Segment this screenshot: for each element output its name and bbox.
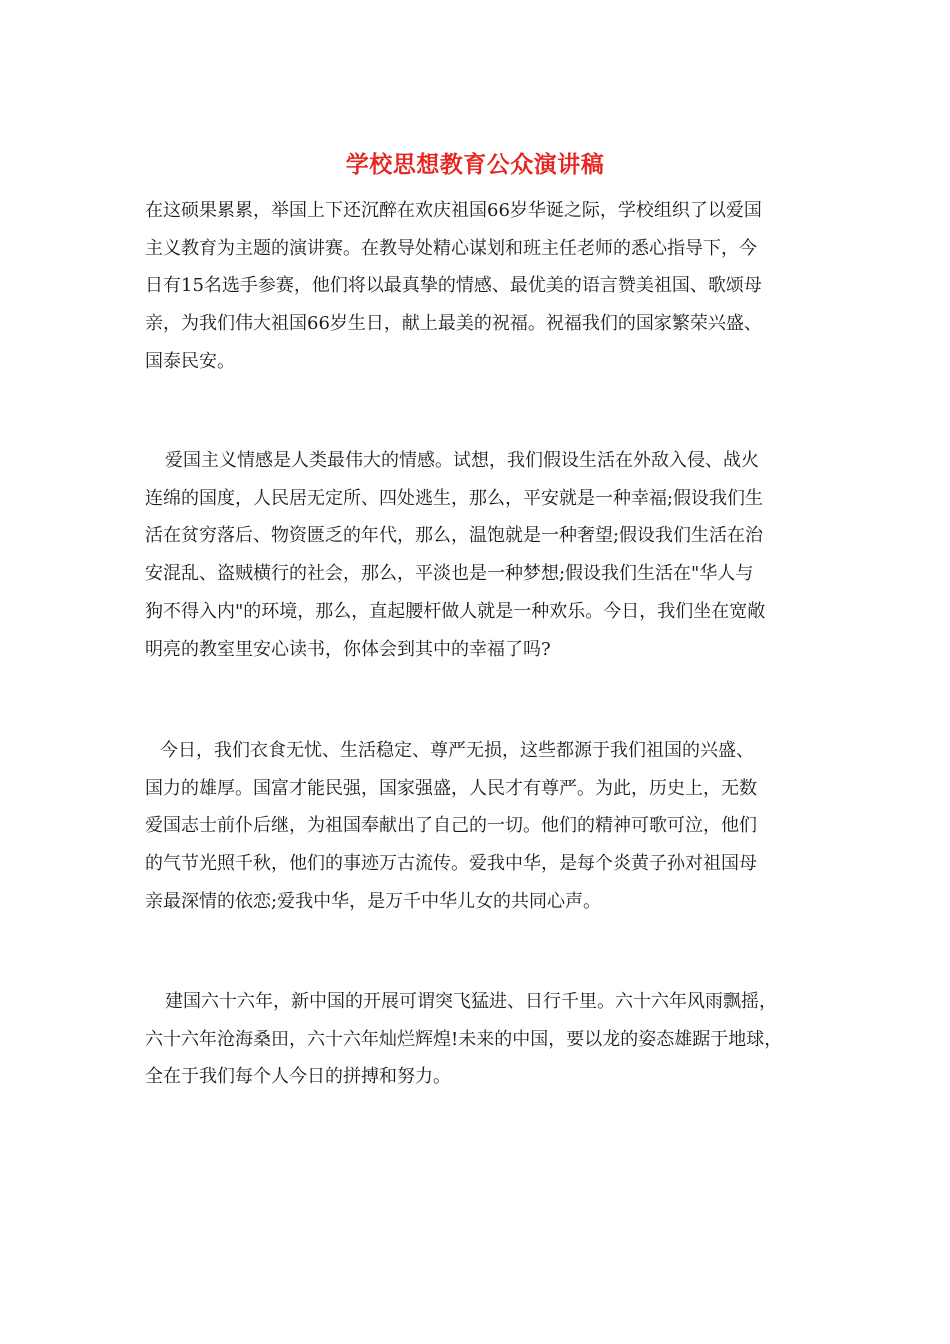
paragraph-line: 六十六年沧海桑田，六十六年灿烂辉煌!未来的中国，要以龙的姿态雄踞于地球， [145, 1028, 783, 1050]
paragraph-line: 日有15名选手参赛，他们将以最真挚的情感、最优美的语言赞美祖国、歌颂母 [145, 275, 762, 297]
paragraph-prosperity [145, 732, 815, 921]
paragraph-line: 爱国主义情感是人类最伟大的情感。试想，我们假设生活在外敌入侵、战火 [165, 450, 759, 471]
paragraph-line: 国力的雄厚。国富才能民强，国家强盛，人民才有尊严。为此，历史上，无数 [145, 777, 757, 799]
page-title: 学校思想教育公众演讲稿 [345, 151, 605, 178]
paragraph-patriotism [145, 442, 815, 668]
paragraph-conclusion [145, 983, 815, 1096]
paragraph-line: 今日，我们衣食无忧、生活稳定、尊严无损，这些都源于我们祖国的兴盛、 [160, 740, 754, 761]
paragraph-line: 连绵的国度，人民居无定所、四处逃生，那么，平安就是一种幸福;假设我们生 [145, 487, 764, 509]
paragraph-line: 活在贫穷落后、物资匮乏的年代，那么，温饱就是一种奢望;假设我们生活在治 [145, 525, 764, 547]
paragraph-line: 建国六十六年，新中国的开展可谓突飞猛进、日行千里。六十六年风雨飘摇， [165, 991, 777, 1012]
paragraph-line: 明亮的教室里安心读书，你体会到其中的幸福了吗? [145, 638, 551, 660]
paragraph-line: 的气节光照千秋，他们的事迹万古流传。爱我中华，是每个炎黄子孙对祖国母 [145, 853, 757, 875]
paragraph-intro [145, 192, 815, 381]
paragraph-line: 全在于我们每个人今日的拼搏和努力。 [145, 1066, 451, 1088]
paragraph-line: 爱国志士前仆后继，为祖国奉献出了自己的一切。他们的精神可歌可泣，他们 [145, 815, 757, 837]
paragraph-line: 在这硕果累累，举国上下还沉醉在欢庆祖国66岁华诞之际，学校组织了以爱国 [145, 200, 762, 221]
paragraph-line: 国泰民安。 [145, 350, 235, 372]
paragraph-line: 狗不得入内"的环境，那么，直起腰杆做人就是一种欢乐。今日，我们坐在宽敞 [145, 600, 766, 622]
paragraph-line: 亲，为我们伟大祖国66岁生日，献上最美的祝福。祝福我们的国家繁荣兴盛、 [145, 313, 762, 335]
paragraph-line: 主义教育为主题的演讲赛。在教导处精心谋划和班主任老师的悉心指导下，今 [145, 237, 757, 259]
paragraph-line: 安混乱、盗贼横行的社会，那么，平淡也是一种梦想;假设我们生活在"华人与 [145, 563, 754, 585]
paragraph-line: 亲最深情的依恋;爱我中华，是万千中华儿女的共同心声。 [145, 890, 602, 912]
